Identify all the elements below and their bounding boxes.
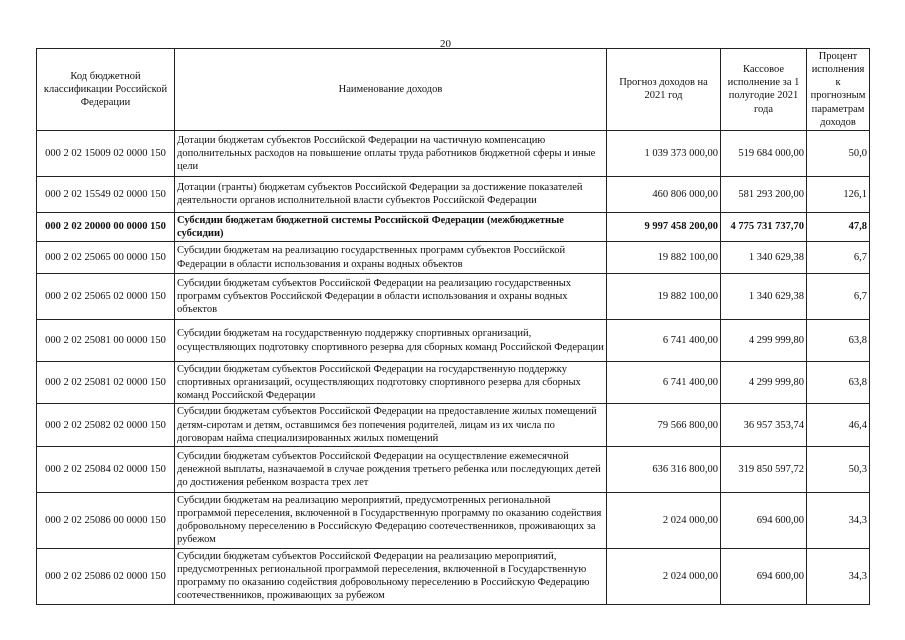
row-forecast: 6 741 400,00 xyxy=(607,320,721,362)
row-actual: 319 850 597,72 xyxy=(721,446,807,492)
row-actual: 4 299 999,80 xyxy=(721,320,807,362)
row-code: 000 2 02 25065 00 0000 150 xyxy=(37,242,175,274)
row-forecast: 9 997 458 200,00 xyxy=(607,212,721,241)
table-row xyxy=(37,446,870,492)
row-name: Субсидии бюджетам субъектов Российской Федерации на реализацию мероприятий, предусмотренных региональной программой переселения, включенной в Государственную программу по оказанию содействия добровольному переселению в Российскую Федерацию соотечественников, проживающих за рубежом xyxy=(175,548,607,604)
row-name: Субсидии бюджетам субъектов Российской Федерации на реализацию государственных программ субъектов Российской Федерации в области использования и охраны водных объектов xyxy=(175,274,607,320)
row-code: 000 2 02 20000 00 0000 150 xyxy=(37,212,175,241)
row-forecast: 79 566 800,00 xyxy=(607,404,721,446)
row-name: Субсидии бюджетам субъектов Российской Федерации на осуществление ежемесячной денежной выплаты, назначаемой в случае рождения третьего ребенка или последующих детей до достижения ребенком возраста трех лет xyxy=(175,446,607,492)
row-actual: 581 293 200,00 xyxy=(721,176,807,212)
row-forecast: 19 882 100,00 xyxy=(607,242,721,274)
row-percent: 34,3 xyxy=(807,548,870,604)
table-row xyxy=(37,130,870,176)
row-actual: 694 600,00 xyxy=(721,548,807,604)
table-row xyxy=(37,212,870,241)
table-row xyxy=(37,320,870,362)
row-percent: 50,3 xyxy=(807,446,870,492)
row-forecast: 2 024 000,00 xyxy=(607,492,721,548)
row-name: Субсидии бюджетам на реализацию мероприятий, предусмотренных региональной программой переселения, включенной в Государственную программу по оказанию содействия добровольному переселению в Российскую Федерацию соотечественников, проживающих за рубежом xyxy=(175,492,607,548)
row-forecast: 6 741 400,00 xyxy=(607,362,721,404)
row-forecast: 636 316 800,00 xyxy=(607,446,721,492)
table-row xyxy=(37,176,870,212)
table-body xyxy=(37,130,870,604)
row-actual: 694 600,00 xyxy=(721,492,807,548)
row-code: 000 2 02 25081 02 0000 150 xyxy=(37,362,175,404)
row-percent: 46,4 xyxy=(807,404,870,446)
row-forecast: 460 806 000,00 xyxy=(607,176,721,212)
row-actual: 4 299 999,80 xyxy=(721,362,807,404)
row-percent: 63,8 xyxy=(807,362,870,404)
row-percent: 50,0 xyxy=(807,130,870,176)
row-code: 000 2 02 25086 00 0000 150 xyxy=(37,492,175,548)
row-percent: 6,7 xyxy=(807,242,870,274)
row-code: 000 2 02 15009 02 0000 150 xyxy=(37,130,175,176)
table-row xyxy=(37,274,870,320)
row-actual: 36 957 353,74 xyxy=(721,404,807,446)
row-percent: 63,8 xyxy=(807,320,870,362)
header-name: Наименование доходов xyxy=(175,49,607,131)
row-forecast: 1 039 373 000,00 xyxy=(607,130,721,176)
row-percent: 34,3 xyxy=(807,492,870,548)
table-row xyxy=(37,492,870,548)
row-name: Дотации бюджетам субъектов Российской Федерации на частичную компенсацию дополнительных расходов на повышение оплаты труда работников бюджетной сферы и иные цели xyxy=(175,130,607,176)
page-number: 20 xyxy=(440,38,451,50)
table-row xyxy=(37,242,870,274)
header-code: Код бюджетной классификации Российской Федерации xyxy=(37,49,175,131)
row-code: 000 2 02 25081 00 0000 150 xyxy=(37,320,175,362)
header-percent: Процент исполнения к прогнозным параметрам доходов xyxy=(807,49,870,131)
row-code: 000 2 02 25086 02 0000 150 xyxy=(37,548,175,604)
row-name: Субсидии бюджетам субъектов Российской Федерации на государственную поддержку спортивных организаций, осуществляющих подготовку спортивного резерва для сборных команд Российской Федерации xyxy=(175,362,607,404)
row-percent: 47,8 xyxy=(807,212,870,241)
table-row xyxy=(37,362,870,404)
header-forecast: Прогноз доходов на 2021 год xyxy=(607,49,721,131)
row-name: Дотации (гранты) бюджетам субъектов Российской Федерации за достижение показателей деятельности органов исполнительной власти субъектов Российской Федерации xyxy=(175,176,607,212)
row-name: Субсидии бюджетам субъектов Российской Федерации на предоставление жилых помещений детям-сиротам и детям, оставшимся без попечения родителей, лицам из их числа по договорам найма специализированных жилых помещений xyxy=(175,404,607,446)
row-actual: 519 684 000,00 xyxy=(721,130,807,176)
row-actual: 1 340 629,38 xyxy=(721,242,807,274)
row-forecast: 19 882 100,00 xyxy=(607,274,721,320)
budget-revenue-table xyxy=(36,48,870,605)
header-actual: Кассовое исполнение за 1 полугодие 2021 года xyxy=(721,49,807,131)
row-name: Субсидии бюджетам на реализацию государственных программ субъектов Российской Федерации в области использования и охраны водных объектов xyxy=(175,242,607,274)
row-actual: 1 340 629,38 xyxy=(721,274,807,320)
row-code: 000 2 02 25065 02 0000 150 xyxy=(37,274,175,320)
row-name: Субсидии бюджетам бюджетной системы Российской Федерации (межбюджетные субсидии) xyxy=(175,212,607,241)
row-percent: 6,7 xyxy=(807,274,870,320)
row-code: 000 2 02 15549 02 0000 150 xyxy=(37,176,175,212)
row-code: 000 2 02 25084 02 0000 150 xyxy=(37,446,175,492)
row-actual: 4 775 731 737,70 xyxy=(721,212,807,241)
row-percent: 126,1 xyxy=(807,176,870,212)
table-row xyxy=(37,548,870,604)
row-forecast: 2 024 000,00 xyxy=(607,548,721,604)
table-header-row xyxy=(37,49,870,131)
table-row xyxy=(37,404,870,446)
row-name: Субсидии бюджетам на государственную поддержку спортивных организаций, осуществляющих подготовку спортивного резерва для сборных команд Российской Федерации xyxy=(175,320,607,362)
row-code: 000 2 02 25082 02 0000 150 xyxy=(37,404,175,446)
